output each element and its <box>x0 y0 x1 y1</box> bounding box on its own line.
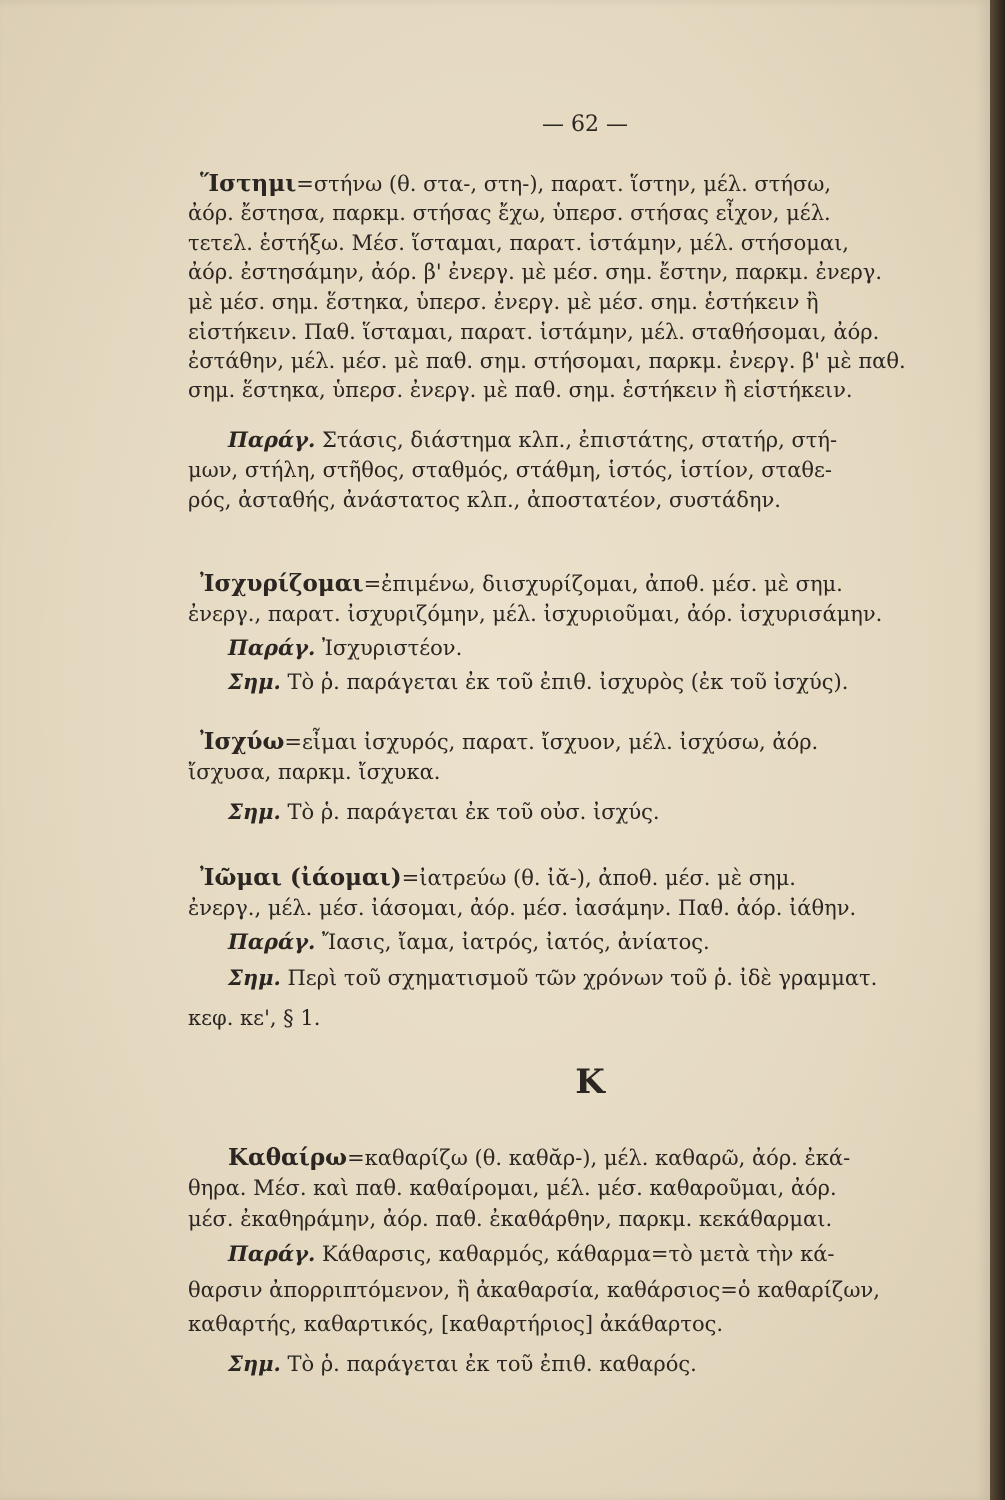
entry-text: Κάθαρσις, καθαρμός, κάθαρμα=τὸ μετὰ τὴν κά- <box>315 1242 835 1266</box>
paragog-label: Παράγ. <box>228 427 316 452</box>
entry-line: ρός, ἀσταθής, ἀνάστατος κλπ., ἀποστατέον, συστάδην. <box>188 488 781 512</box>
paragog-label: Παράγ. <box>228 635 316 660</box>
entry-headword: Ἰσχύω <box>200 728 285 755</box>
entry-text: Τὸ ῥ. παράγεται ἐκ τοῦ ἐπιθ. ἰσχυρὸς (ἐκ τοῦ ἰσχύς). <box>280 670 849 694</box>
entry-line: μων, στήλη, στῆθος, σταθμός, στάθμη, ἱστός, ἱστίον, σταθε- <box>188 458 833 482</box>
entry-text: =ἐπιμένω, διισχυρίζομαι, ἀποθ. μέσ. μὲ σημ. <box>363 572 843 596</box>
entry-text: Περὶ τοῦ σχηματισμοῦ τῶν χρόνων τοῦ ῥ. ἰδὲ γραμματ. <box>280 966 878 990</box>
entry-text: =ἰατρεύω (θ. ἰᾰ-), ἀποθ. μέσ. μὲ σημ. <box>401 866 796 890</box>
entry-text: Ἰσχυριστέον. <box>315 636 463 660</box>
entry-line: κεφ. κε', § 1. <box>188 1006 321 1030</box>
entry-line <box>228 634 462 662</box>
entry-headword: Ἵστημι <box>200 170 297 197</box>
entry-line: ἴσχυσα, παρκμ. ἴσχυκα. <box>188 760 441 784</box>
entry-line: σημ. ἕστηκα, ὑπερσ. ἐνεργ. μὲ παθ. σημ. ἑστήκειν ἢ εἱστήκειν. <box>188 378 853 402</box>
paragog-label: Παράγ. <box>228 1241 316 1266</box>
entry-line: ἐστάθην, μέλ. μέσ. μὲ παθ. σημ. στήσομαι, παρκμ. ἐνεργ. β' μὲ παθ. <box>188 349 906 373</box>
entry-line <box>228 1144 850 1172</box>
entry-line: θηρα. Μέσ. καὶ παθ. καθαίρομαι, μέλ. μέσ. καθαροῦμαι, ἀόρ. <box>188 1176 837 1200</box>
paragog-label: Παράγ. <box>228 929 316 954</box>
entry-line: ἐνεργ., μέλ. μέσ. ἰάσομαι, ἀόρ. μέσ. ἰασάμην. Παθ. ἀόρ. ἰάθην. <box>188 896 857 920</box>
entry-line: μέσ. ἐκαθηράμην, ἀόρ. παθ. ἐκαθάρθην, παρκμ. κεκάθαρμαι. <box>188 1207 833 1231</box>
page-edge <box>990 0 1005 1500</box>
entry-line: ἀόρ. ἐστησάμην, ἀόρ. β' ἐνεργ. μὲ μέσ. σημ. ἔστην, παρκμ. ἐνεργ. <box>188 260 883 284</box>
entry-headword: Ἰῶμαι (ἰάομαι) <box>200 864 402 891</box>
note-label: Σημ. <box>228 669 281 694</box>
page-number: — 62 — <box>542 112 628 137</box>
entry-line <box>228 964 877 992</box>
entry-text: =καθαρίζω (θ. καθᾰρ-), μέλ. καθαρῶ, ἀόρ. ἐκά- <box>347 1146 851 1170</box>
entry-text: =εἶμαι ἰσχυρός, παρατ. ἴσχυον, μέλ. ἰσχύσω, ἀόρ. <box>284 730 819 754</box>
entry-text: Στάσις, διάστημα κλπ., ἐπιστάτης, στατήρ, στή- <box>315 428 838 452</box>
entry-line: εἱστήκειν. Παθ. ἵσταμαι, παρατ. ἱστάμην, μέλ. σταθήσομαι, ἀόρ. <box>188 320 880 344</box>
entry-text: =στήνω (θ. στα-, στη-), παρατ. ἵστην, μέλ. στήσω, <box>296 172 832 196</box>
entry-line <box>200 864 796 892</box>
entry-line <box>200 570 843 598</box>
entry-headword: Καθαίρω <box>228 1144 348 1171</box>
entry-line: ἐνεργ., παρατ. ἰσχυριζόμην, μέλ. ἰσχυριοῦμαι, ἀόρ. ἰσχυρισάμην. <box>188 602 883 626</box>
entry-line <box>228 798 660 826</box>
entry-line <box>200 170 831 198</box>
entry-line <box>228 1350 697 1378</box>
section-letter: Κ <box>575 1062 605 1102</box>
entry-line: τετελ. ἑστήξω. Μέσ. ἵσταμαι, παρατ. ἱστάμην, μέλ. στήσομαι, <box>188 231 849 255</box>
entry-line: καθαρτής, καθαρτικός, [καθαρτήριος] ἀκάθαρτος. <box>188 1312 724 1336</box>
entry-text: Ἴασις, ἴαμα, ἰατρός, ἰατός, ἀνίατος. <box>315 930 710 954</box>
entry-line <box>228 426 837 454</box>
entry-line: μὲ μέσ. σημ. ἕστηκα, ὑπερσ. ἐνεργ. μὲ μέσ. σημ. ἑστήκειν ἢ <box>188 290 819 314</box>
note-label: Σημ. <box>228 1351 281 1376</box>
entry-line: θαρσιν ἀπορριπτόμενον, ἢ ἀκαθαρσία, καθάρσιος=ὁ καθαρίζων, <box>188 1278 880 1302</box>
entry-line <box>228 928 710 956</box>
note-label: Σημ. <box>228 965 281 990</box>
entry-line <box>200 728 818 756</box>
entry-headword: Ἰσχυρίζομαι <box>200 570 364 597</box>
entry-line <box>228 668 848 696</box>
entry-line <box>228 1240 834 1268</box>
entry-line: ἀόρ. ἔστησα, παρκμ. στήσας ἔχω, ὑπερσ. στήσας εἶχον, μέλ. <box>188 201 831 225</box>
entry-text: Τὸ ῥ. παράγεται ἐκ τοῦ ἐπιθ. καθαρός. <box>280 1352 697 1376</box>
note-label: Σημ. <box>228 799 281 824</box>
entry-text: Τὸ ῥ. παράγεται ἐκ τοῦ οὐσ. ἰσχύς. <box>280 800 660 824</box>
